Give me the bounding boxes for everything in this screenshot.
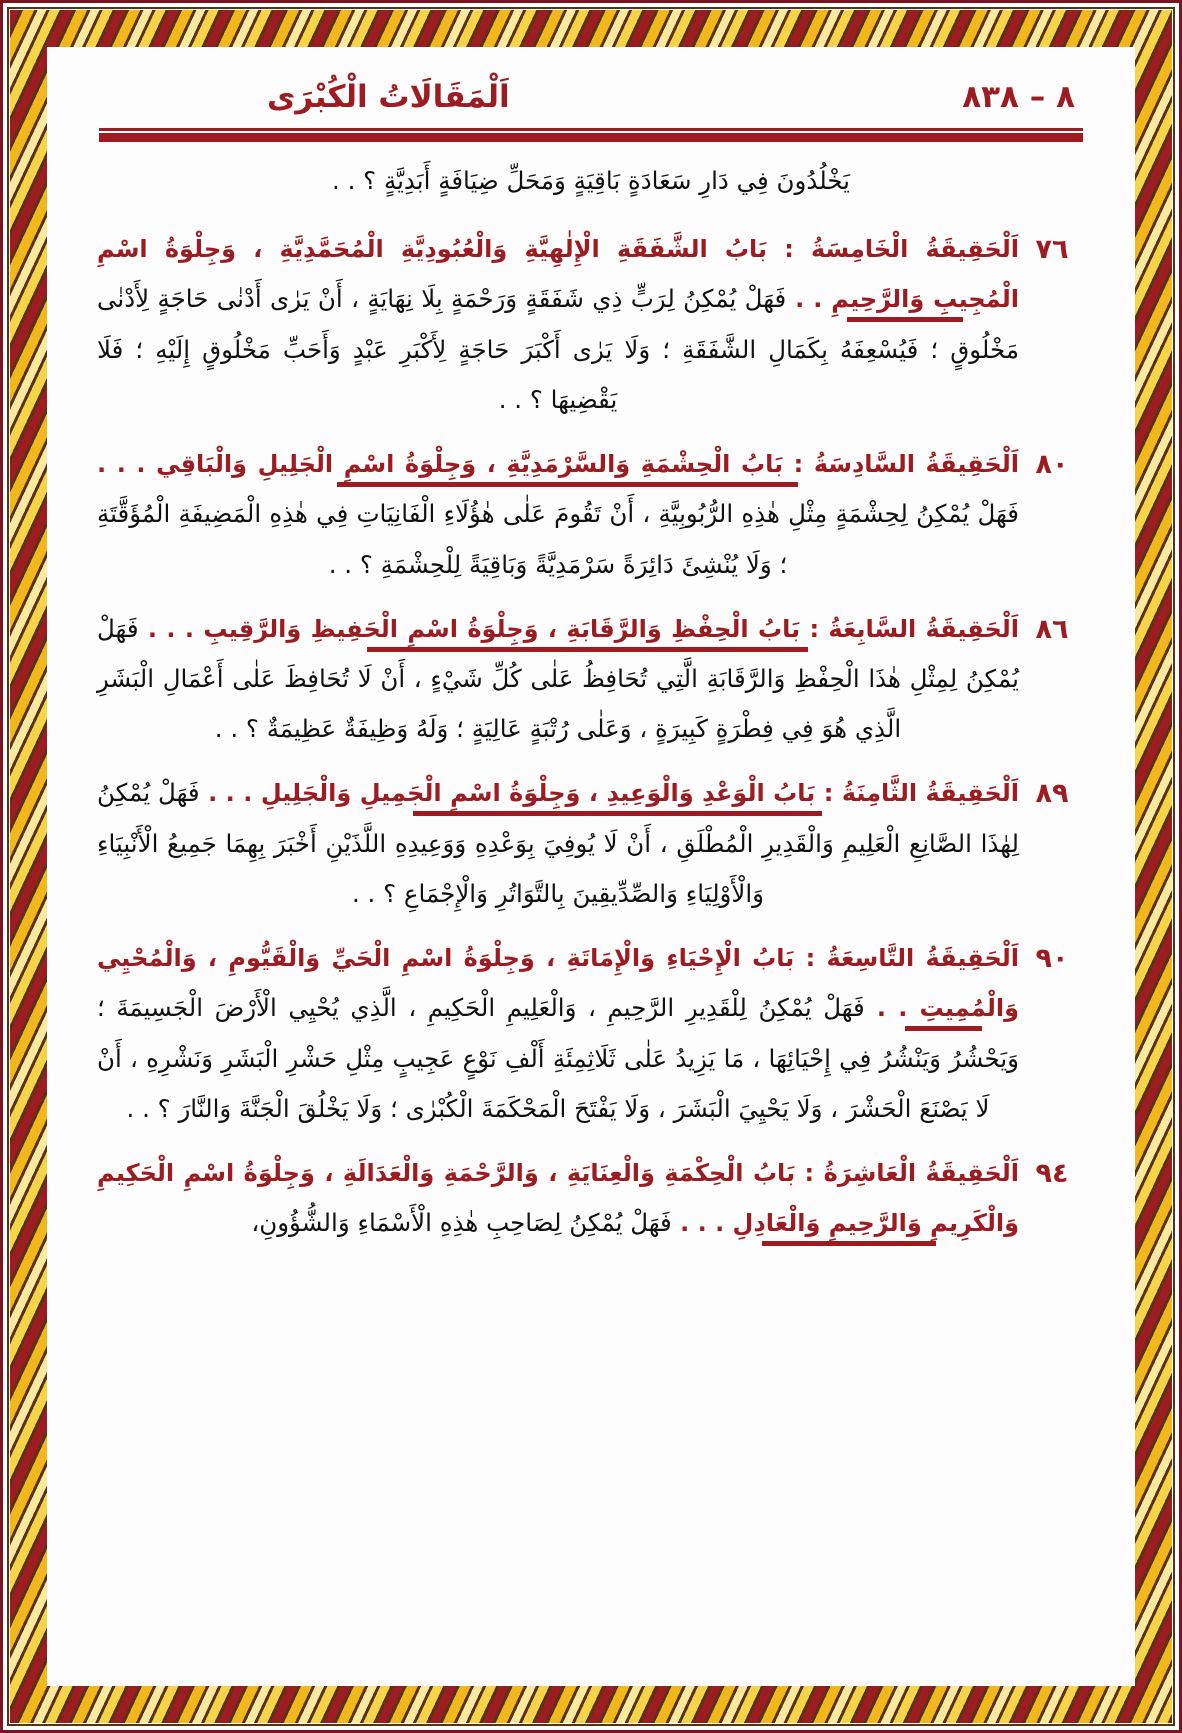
section-heading: اَلْحَقِيقَةُ السَّابِعَةُ : بَابُ الْحِفْظِ وَالرَّقَابَةِ ، وَجِلْوَةُ اسْمِ الْحَفِيظِ وَالرَّقِيبِ . . . [138,614,1019,643]
section-body [97,604,1019,755]
section-number: ٧٦ [1035,234,1069,266]
section-heading: اَلْحَقِيقَةُ السَّادِسَةُ : بَابُ الْحِشْمَةِ وَالسَّرْمَدِيَّةِ ، وَجِلْوَةُ اسْمِ الْجَلِيلِ وَالْبَاقِي . . . [97,450,1019,479]
header-divider-rule [99,128,1083,142]
section-number: ٨٩ [1035,778,1069,810]
section-entry [97,1148,1085,1248]
section-number: ٨٦ [1035,613,1069,645]
section-body [97,224,1019,425]
section-body [97,933,1019,1134]
section-prose: فَهَلْ يُمْكِنُ لِصَاحِبِ هٰذِهِ الْأَسْمَاءِ وَالشُّؤُونِ، [251,1208,672,1238]
section-prose: فَهَلْ يُمْكِنُ لِهٰذَا الصَّانِعِ الْعَلِيمِ وَالْقَدِيرِ الْمُطْلَقِ ، أَنْ لَا يُوفِيَ بِوَعْدِهِ وَوَعِيدِهِ اللَّذَيْنِ أَخْبَرَ بِهِمَا جَمِيعُ الْأَنْبِيَاءِ وَالْأَوْلِيَاءِ وَالصِّدِّيقِينَ بِالتَّوَاتُرِ وَالْإِجْمَاعِ ؟ . . [97,778,1019,908]
section-body [97,1148,1019,1248]
section-body [97,768,1019,919]
page-body [93,142,1089,1248]
book-title: اَلْمَقَالَاتُ الْكُبْرَى [267,79,510,115]
section-number: ٨٠ [1035,449,1069,481]
section-number: ٩٠ [1035,943,1069,975]
section-entry [97,768,1085,919]
section-prose: فَهَلْ يُمْكِنُ لِلْقَدِيرِ الرَّحِيمِ ، وَالْعَلِيمِ الْحَكِيمِ ، الَّذِي يُحْيِي الْأَرْضَ الْجَسِيمَةَ ؛ وَيَحْشُرُ وَيَنْشُرُ فِي إِحْيَائِهَا ، مَا يَزِيدُ عَلٰى ثَلَاثِمِئَةِ أَلْفِ نَوْعٍ عَجِيبٍ مِثْلِ حَشْرِ الْبَشَرِ وَنَشْرِهِ ، أَنْ لَا يَصْنَعَ الْحَشْرَ ، وَلَا يَحْيِيَ الْبَشَرَ ، وَلَا يَفْتَحَ الْمَحْكَمَةَ الْكُبْرٰى ؛ وَلَا يَخْلُقَ الْجَنَّةَ وَالنَّارَ ؟ . . [97,993,1019,1123]
section-heading: اَلْحَقِيقَةُ الْخَامِسَةُ : بَابُ الشَّفَقَةِ الْإِلٰهِيَّةِ وَالْعُبُودِيَّةِ الْمُحَمَّدِيَّةِ ، وَجِلْوَةُ اسْمِ الْمُجِيبِ وَالرَّحِيمِ . . [97,235,1019,314]
section-heading: اَلْحَقِيقَةُ الْعَاشِرَةُ : بَابُ الْحِكْمَةِ وَالْعِنَايَةِ ، وَالرَّحْمَةِ وَالْعَدَالَةِ ، وَجِلْوَةُ اسْمِ الْحَكِيمِ وَالْكَرِيمِ وَالرَّحِيمِ وَالْعَادِلِ . . . [97,1158,1019,1238]
section-entry [97,439,1085,590]
section-prose: فَهَلْ يُمْكِنُ لِمِثْلِ هٰذَا الْحِفْظِ وَالرَّقَابَةِ الَّتِي تُحَافِظُ عَلٰى كُلِّ شَيْءٍ ، أَنْ لَا تُحَافِظَ عَلٰى أَعْمَالِ الْبَشَرِ الَّذِي هُوَ فِي فِطْرَةٍ كَبِيرَةٍ ، وَعَلٰى رُتْبَةٍ عَالِيَةٍ ؛ وَلَهُ وَظِيفَةٌ عَظِيمَةٌ ؟ . . [97,613,1019,744]
section-entry [97,933,1085,1134]
section-entry [97,604,1085,755]
section-heading: اَلْحَقِيقَةُ التَّاسِعَةُ : بَابُ الْإِحْيَاءِ وَالْإِمَاتَةِ ، وَجِلْوَةُ اسْمِ الْحَيِّ وَالْقَيُّومِ ، وَالْمُحْيِي وَالْمُمِيتِ . . [97,944,1020,1023]
section-prose: فَهَلْ يُمْكِنُ لِرَبٍّ ذِي شَفَقَةٍ وَرَحْمَةٍ بِلَا نِهَايَةٍ ، أَنْ يَرٰى أَدْنٰى حَاجَةٍ لِأَدْنٰى مَخْلُوقٍ ؛ فَيُسْعِفَهُ بِكَمَالِ الشَّفَقَةِ ؛ وَلَا يَرٰى أَكْبَرَ حَاجَةٍ لِأَكْبَرِ عَبْدٍ وَأَحَبِّ مَخْلُوقٍ إِلَيْهِ ؛ فَلَا يَقْضِيهَا ؟ . . [97,284,1019,414]
section-entry [97,224,1085,425]
section-body [97,439,1019,590]
page-header [93,73,1089,115]
page-number: ٨ – ٨٣٨ [962,79,1075,115]
section-heading: اَلْحَقِيقَةُ الثَّامِنَةُ : بَابُ الْوَعْدِ وَالْوَعِيدِ ، وَجِلْوَةُ اسْمِ الْجَمِيلِ وَالْجَلِيلِ . . . [199,779,1019,808]
section-number: ٩٤ [1035,1157,1069,1189]
section-prose: فَهَلْ يُمْكِنُ لِحِشْمَةٍ مِثْلِ هٰذِهِ الرُّبُوبِيَّةِ ، أَنْ تَقُومَ عَلٰى هٰؤُلَاءِ الْفَانِيَاتِ فِي هٰذِهِ الْمَضِيفَةِ الْمُؤَقَّتَةِ ؛ وَلَا يُنْشِئَ دَائِرَةً سَرْمَدِيَّةً وَبَاقِيَةً لِلْحِشْمَةِ ؟ . . [97,499,1019,579]
page-content-canvas [47,47,1135,1686]
lead-paragraph: يَخْلُدُونَ فِي دَارِ سَعَادَةٍ بَاقِيَةٍ وَمَحَلِّ ضِيَافَةٍ أَبَدِيَّةٍ ؟ . . [332,166,850,195]
